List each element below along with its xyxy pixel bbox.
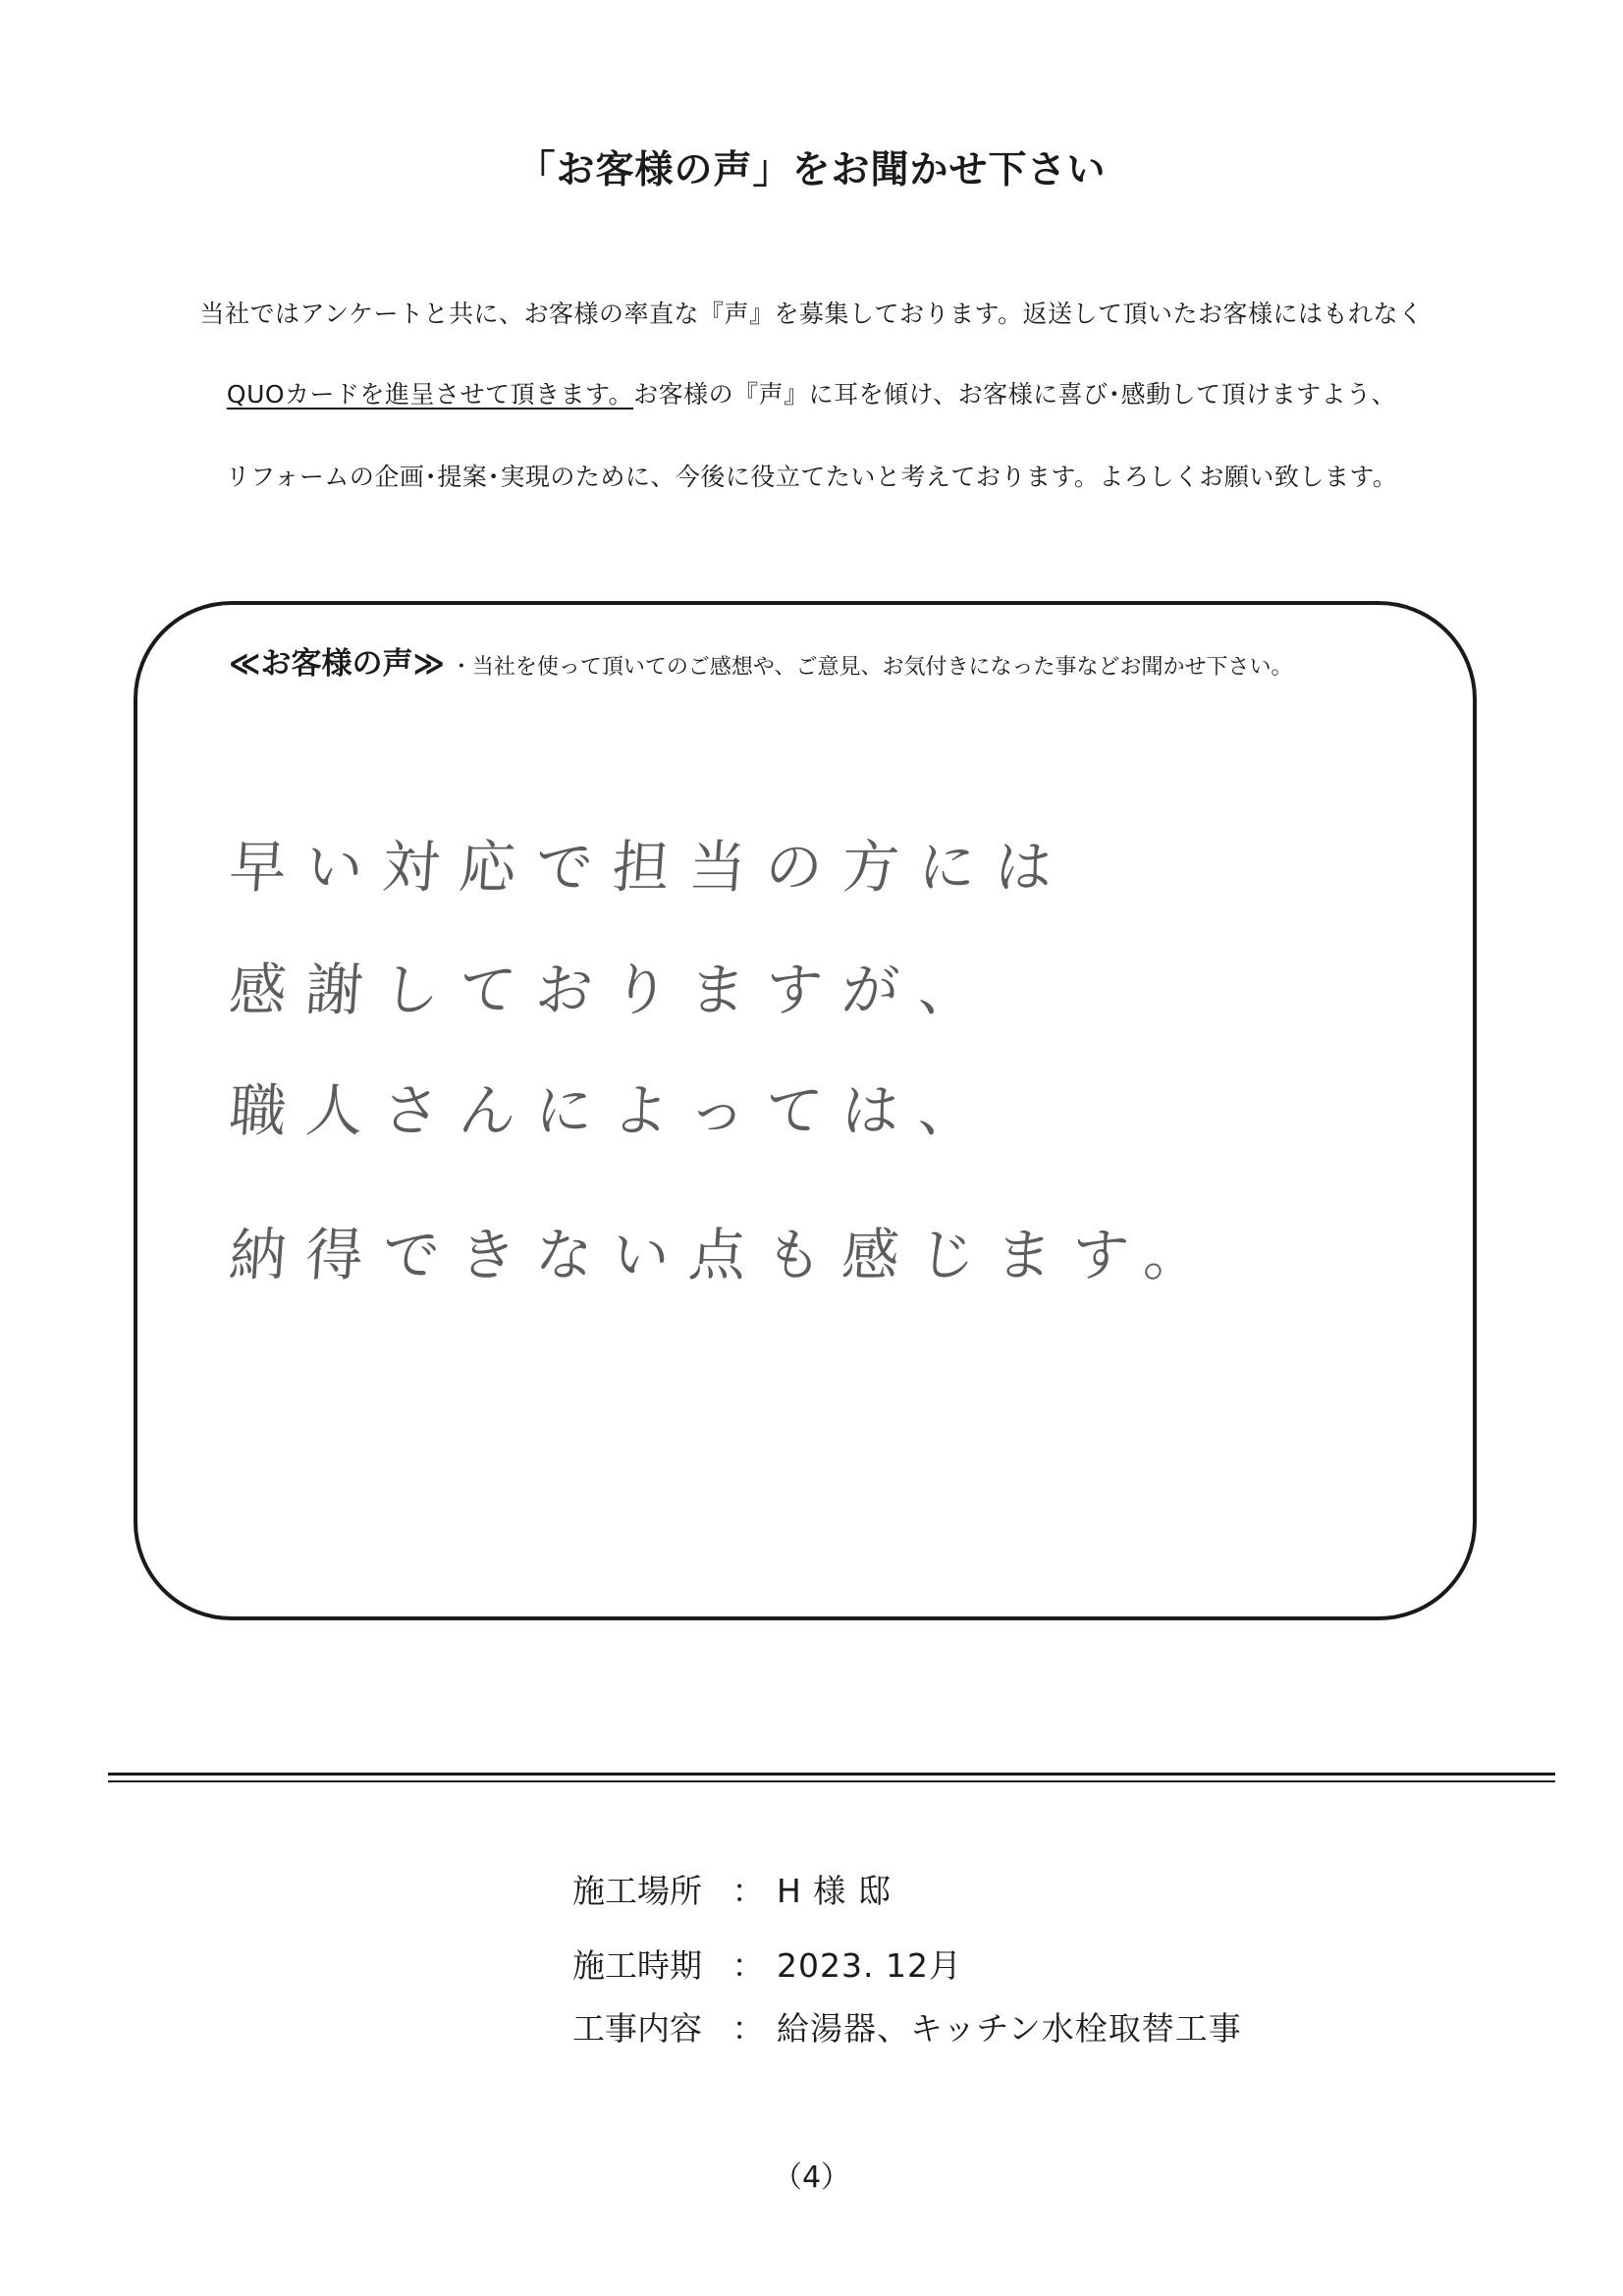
detail-separator: ： — [731, 1946, 765, 1985]
handwritten-line-4: 納得できない点も感じます。 — [227, 1222, 1223, 1288]
page-number: （4） — [772, 2160, 851, 2195]
detail-key: 施工場所 — [572, 1872, 702, 1910]
detail-separator: ： — [731, 2009, 765, 2048]
voice-prompt: ・当社を使って頂いてのご感想や、ご意見、お気付きになった事などお聞かせ下さい。 — [450, 655, 1293, 680]
handwritten-line-1: 早い対応で担当の方には — [227, 834, 1075, 901]
quo-card-notice: QUOカードを進呈させて頂きます。 — [226, 380, 634, 409]
detail-location — [572, 1866, 1358, 1912]
intro-line-2-rest: お客様の『声』に耳を傾け、お客様に喜び･感動して頂けますよう、 — [633, 380, 1397, 409]
customer-voice-box — [134, 601, 1477, 1620]
handwritten-line-2: 感謝しておりますが、 — [227, 957, 999, 1023]
detail-period — [572, 1941, 1358, 1987]
intro-line-1: 当社ではアンケートと共に、お客様の率直な『声』を募集しております。返送して頂いたお客様にはもれなく — [199, 300, 1424, 328]
detail-value: 2023. 12月 — [777, 1946, 962, 1985]
divider-bottom — [108, 1780, 1555, 1782]
intro-line-3: リフォームの企画･提案･実現のために、今後に役立てたいと考えております。よろしくお願い致します。 — [225, 463, 1398, 491]
detail-key: 工事内容 — [572, 2009, 702, 2048]
voice-label: ≪お客様の声≫ — [229, 646, 445, 682]
detail-value: 給湯器、キッチン水栓取替工事 — [777, 2009, 1242, 2048]
detail-separator: ： — [731, 1872, 765, 1910]
detail-key: 施工時期 — [572, 1946, 702, 1985]
intro-line-2 — [0, 375, 1623, 410]
detail-value: H 様 邸 — [777, 1872, 892, 1910]
handwritten-line-3: 職人さんによっては、 — [227, 1077, 999, 1144]
voice-header — [229, 638, 1292, 683]
divider-top — [108, 1773, 1555, 1776]
detail-work — [572, 2003, 1358, 2050]
page-title: 「お客様の声」をお聞かせ下さい — [516, 148, 1107, 192]
